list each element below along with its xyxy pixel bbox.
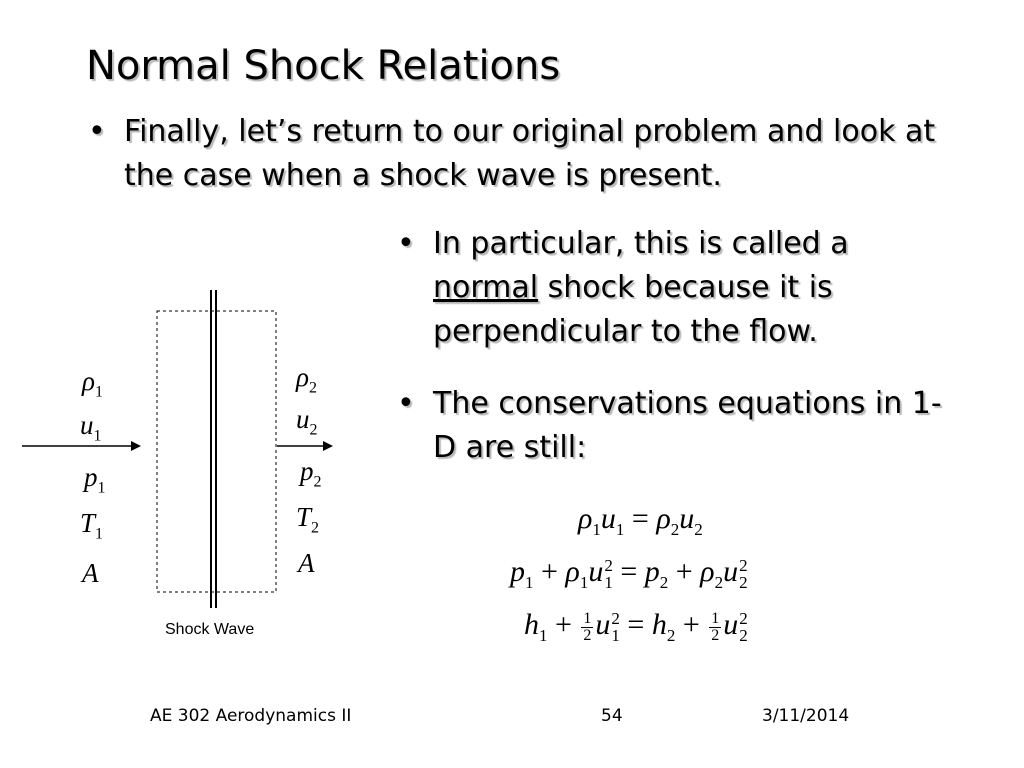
bullet-1-text: Finally, let’s return to our original problem and look at the case when a shock wave is present. bbox=[124, 114, 936, 193]
slide-title: Normal Shock Relations bbox=[86, 43, 561, 89]
bullet-2-underlined-word: normal bbox=[433, 270, 539, 305]
footer-page-number: 54 bbox=[601, 706, 623, 726]
downstream-arrowhead bbox=[323, 441, 333, 451]
energy-equation: $h_1$ + $\frac{1}{2}$ u 2 1 = $h_2$ + $\frac{1}{2}$ u 2 2 bbox=[524, 608, 748, 646]
bullet-2-text-post: shock because it is perpendicular to the flow. bbox=[433, 270, 833, 349]
bullet-2 bbox=[397, 222, 917, 354]
footer-date: 3/11/2014 bbox=[762, 706, 850, 726]
A1-label: A bbox=[82, 558, 99, 588]
T2-label: $T_2$ bbox=[296, 502, 320, 537]
rho2-label: $\rho_2$ bbox=[296, 362, 317, 397]
T1-label: $T_1$ bbox=[80, 508, 104, 543]
bullet-dot: • bbox=[397, 226, 415, 261]
p2-label: $p_2$ bbox=[300, 456, 322, 491]
u1-label: $u_1$ bbox=[80, 410, 102, 445]
bullet-1 bbox=[88, 110, 968, 198]
footer-course: AE 302 Aerodynamics II bbox=[150, 706, 352, 726]
rho1-label: $\rho_1$ bbox=[82, 366, 103, 401]
A2-label: A bbox=[298, 548, 315, 578]
continuity-equation: $\rho_1u_1 = \rho_2u_2$ bbox=[578, 502, 703, 539]
upstream-arrowhead bbox=[131, 441, 141, 451]
momentum-equation: $p_1 + \rho_1u$ 2 1 = $p_2 + \rho_2u$ 2 2 bbox=[510, 555, 748, 593]
bullet-3 bbox=[397, 382, 957, 470]
bullet-2-text-pre: In particular, this is called a bbox=[433, 226, 849, 261]
p1-label: $p_1$ bbox=[84, 462, 106, 497]
shock-wave-caption: Shock Wave bbox=[165, 621, 255, 638]
bullet-dot: • bbox=[397, 386, 415, 421]
u2-label: $u_2$ bbox=[296, 404, 318, 439]
bullet-dot: • bbox=[88, 114, 106, 149]
bullet-3-text: The conservations equations in 1-D are still: bbox=[433, 386, 942, 465]
bullet-2-text bbox=[433, 222, 917, 354]
